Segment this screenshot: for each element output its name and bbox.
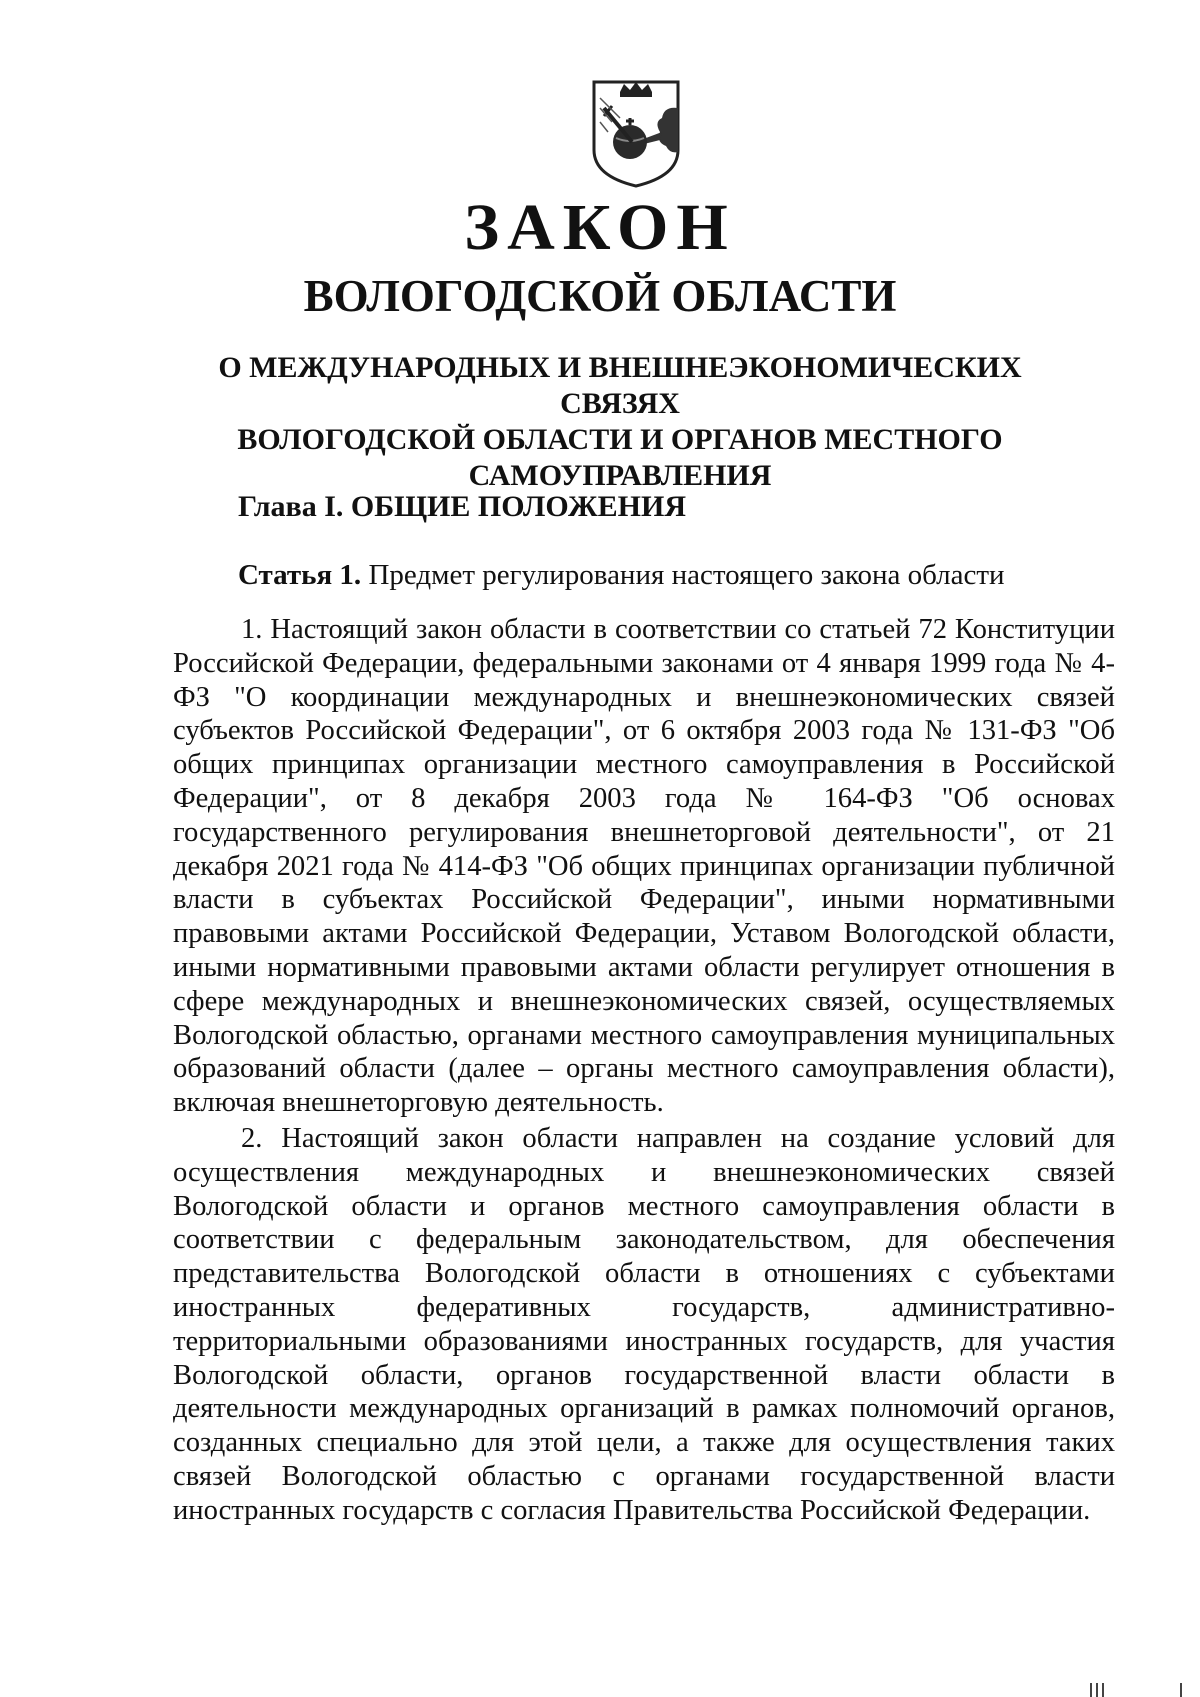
law-subject-line: О МЕЖДУНАРОДНЫХ И ВНЕШНЕЭКОНОМИЧЕСКИХ СВЯЗЯХ [218,351,1022,420]
article-label: Статья 1. [238,559,362,591]
region-title: ВОЛОГОДСКОЙ ОБЛАСТИ [303,271,897,321]
article-title: Предмет регулирования настоящего закона области [368,559,1005,591]
scan-artifact [1180,1683,1182,1697]
law-subject [180,350,1060,494]
law-title: ЗАКОН [464,191,736,264]
article-body [173,613,1115,1528]
law-subject-line: ВОЛОГОДСКОЙ ОБЛАСТИ И ОРГАНОВ МЕСТНОГО [237,423,1003,456]
paragraph: 1. Настоящий закон области в соответствии со статьей 72 Конституции Российской Федерации, федеральными законами от 4 января 1999 года № 4-ФЗ "О координации международных и внешнеэкономических связей субъектов Российской Федерации", от 6 октября 2003 года № 131-ФЗ "Об общих принципах организации местного самоуправления в Российской Федерации", от 8 декабря 2003 года № 164-ФЗ "Об основах государственного регулирования внешнеторговой деятельности", от 21 декабря 2021 года № 414-ФЗ "Об общих принципах организации публичной власти в субъектах Российской Федерации", иными нормативными правовыми актами Российской Федерации, Уставом Вологодской области, иными нормативными правовыми актами области регулирует отношения в сфере международных и внешнеэкономических связей, осуществляемых Вологодской областью, органами местного самоуправления муниципальных образований области (далее – органы местного самоуправления области), включая внешнеторговую деятельность. [173,614,1115,1119]
scan-artifact [1090,1683,1092,1697]
chapter-heading: Глава I. ОБЩИЕ ПОЛОЖЕНИЯ [238,490,686,523]
scan-artifact [1102,1683,1104,1697]
coat-of-arms-icon [590,78,682,190]
paragraph: 2. Настоящий закон области направлен на создание условий для осуществления международных и внешнеэкономических связей Вологодской области и органов местного самоуправления области в соответствии с федеральным законодательством, для обеспечения представительства Вологодской области в отношениях с субъектами иностранных федеративных государств, административно-территориальными образованиями иностранных государств, для участия Вологодской области, органов государственной власти области в деятельности международных организаций в рамках полномочий органов, созданных специально для этой цели, а также для осуществления таких связей Вологодской областью с органами государственной власти иностранных государств с согласия Правительства Российской Федерации. [173,1122,1115,1526]
scan-artifact [1096,1683,1098,1697]
article-heading [238,557,1005,593]
law-subject-line: САМОУПРАВЛЕНИЯ [468,459,772,492]
